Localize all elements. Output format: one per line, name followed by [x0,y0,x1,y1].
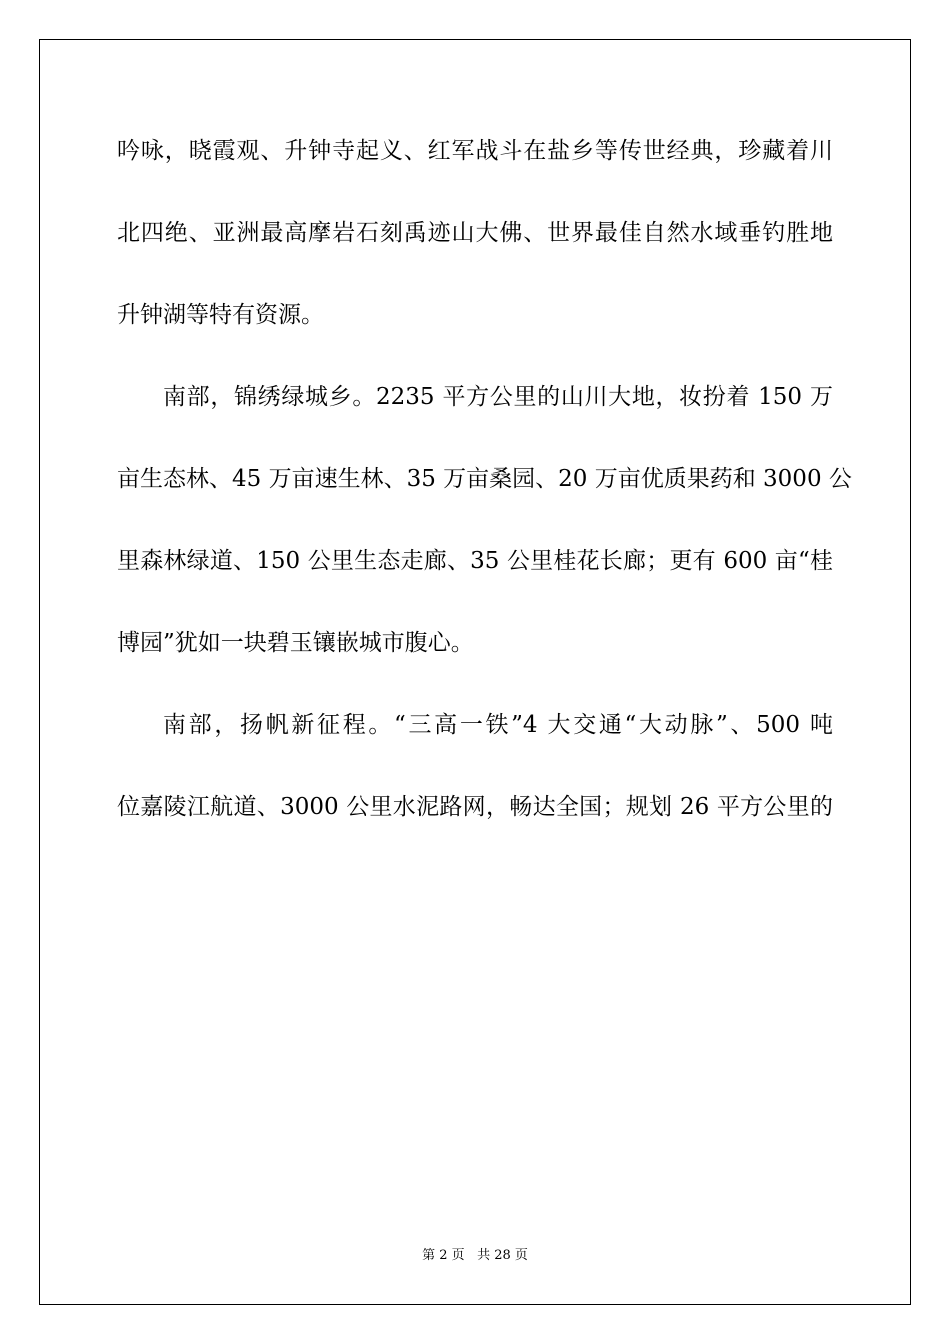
document-body [117,118,852,856]
text-line-6: 里森林绿道、150 公里生态走廊、35 公里桂花长廊；更有 600 亩“桂 [117,548,833,574]
text-line-2: 北四绝、亚洲最高摩岩石刻禹迹山大佛、世界最佳自然水域垂钓胜地 [117,220,833,246]
text-line-1: 吟咏，晓霞观、升钟寺起义、红军战斗在盐乡等传世经典，珍藏着川 [117,138,833,164]
text-line-9: 位嘉陵江航道、3000 公里水泥路网，畅达全国；规划 26 平方公里的 [117,794,833,820]
page-total: 共 28 页 [477,1248,528,1263]
page-footer [0,1247,950,1265]
text-line-5: 亩生态林、45 万亩速生林、35 万亩桑园、20 万亩优质果药和 3000 公 [117,466,852,492]
text-line-3: 升钟湖等特有资源。 [117,302,324,328]
page-number: 第 2 页 [422,1248,465,1263]
text-line-7: 博园”犹如一块碧玉镶嵌城市腹心。 [117,630,474,656]
text-line-8: 南部，扬帆新征程。“三高一铁”4 大交通“大动脉”、500 吨 [163,712,833,738]
text-line-4: 南部，锦绣绿城乡。2235 平方公里的山川大地，妆扮着 150 万 [163,384,833,410]
